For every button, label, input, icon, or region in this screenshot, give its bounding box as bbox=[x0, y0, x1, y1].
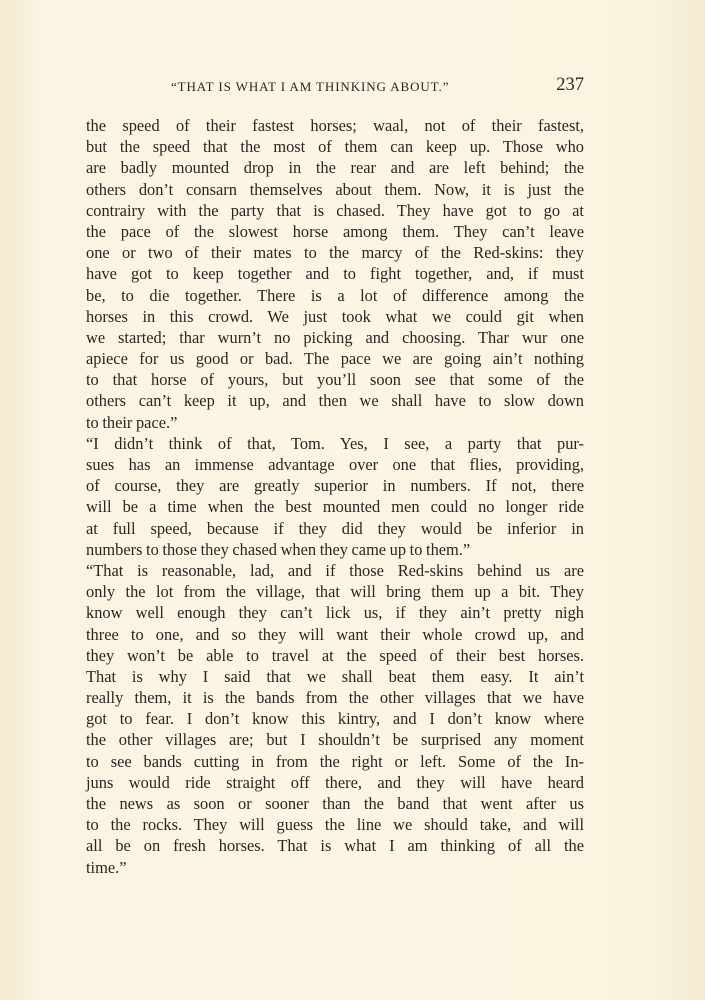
text-line: at full speed, because if they did they would be inferior in bbox=[86, 518, 584, 538]
text-line: “That is reasonable, lad, and if those Red-skins behind us are bbox=[86, 560, 584, 580]
text-line: horses in this crowd. We just took what we could git when bbox=[86, 306, 584, 326]
text-line: That is why I said that we shall beat them easy. It ain’t bbox=[86, 666, 584, 686]
text-line: know well enough they can’t lick us, if they ain’t pretty nigh bbox=[86, 603, 584, 623]
text-line: one or two of their mates to the marcy of the Red-skins: they bbox=[86, 243, 584, 263]
text-line: the news as soon or sooner than the band that went after us bbox=[86, 794, 584, 813]
text-line: apiece for us good or bad. The pace we are going ain’t nothing bbox=[86, 349, 584, 369]
text-line: contrairy with the party that is chased. They have got to go at bbox=[86, 200, 584, 220]
text-line: “I didn’t think of that, Tom. Yes, I see, a party that pur- bbox=[86, 433, 584, 453]
text-line: others don’t consarn themselves about them. Now, it is just the bbox=[86, 179, 584, 199]
text-line: three to one, and so they will want their whole crowd up, and bbox=[86, 624, 584, 644]
text-line: others can’t keep it up, and then we shall have to slow down bbox=[86, 391, 584, 411]
text-line: have got to keep together and to fight together, and, if must bbox=[86, 264, 584, 284]
text-line: got to fear. I don’t know this kintry, and I don’t know where bbox=[86, 709, 584, 729]
text-line: but the speed that the most of them can keep up. Those who bbox=[86, 137, 584, 157]
text-line: time.” bbox=[86, 857, 127, 877]
text-line: will be a time when the best mounted men could no longer ride bbox=[86, 497, 584, 517]
text-line: all be on fresh horses. That is what I am thinking of all the bbox=[86, 836, 584, 856]
text-line: numbers to those they chased when they came up to them.” bbox=[86, 539, 471, 559]
text-line: to see bands cutting in from the right or left. Some of the In- bbox=[86, 751, 584, 771]
page-number: 237 bbox=[556, 75, 584, 95]
text-line: to the rocks. They will guess the line we should take, and will bbox=[86, 815, 584, 835]
running-head: “THAT IS WHAT I AM THINKING ABOUT.” bbox=[171, 79, 450, 94]
text-line: they won’t be able to travel at the speed of their best horses. bbox=[86, 645, 584, 665]
text-line: only the lot from the village, that will bring them up a bit. They bbox=[86, 582, 584, 602]
text-line: the pace of the slowest horse among them. They can’t leave bbox=[86, 221, 584, 241]
text-line: we started; thar wurn’t no picking and choosing. Thar wur one bbox=[86, 327, 584, 347]
text-line: of course, they are greatly superior in numbers. If not, there bbox=[86, 476, 584, 496]
page-header bbox=[86, 76, 584, 100]
text-line: the speed of their fastest horses; waal, not of their fastest, bbox=[86, 116, 584, 135]
body-text bbox=[86, 115, 584, 878]
text-line: really them, it is the bands from the other villages that we have bbox=[86, 688, 584, 708]
text-line: be, to die together. There is a lot of difference among the bbox=[86, 285, 584, 305]
text-line: sues has an immense advantage over one that flies, providing, bbox=[86, 455, 584, 474]
text-line: juns would ride straight off there, and they will have heard bbox=[86, 772, 584, 792]
text-line: the other villages are; but I shouldn’t be surprised any moment bbox=[86, 730, 584, 750]
text-line: are badly mounted drop in the rear and are left behind; the bbox=[86, 158, 584, 178]
text-line: to that horse of yours, but you’ll soon see that some of the bbox=[86, 370, 584, 390]
text-line: to their pace.” bbox=[86, 412, 178, 432]
